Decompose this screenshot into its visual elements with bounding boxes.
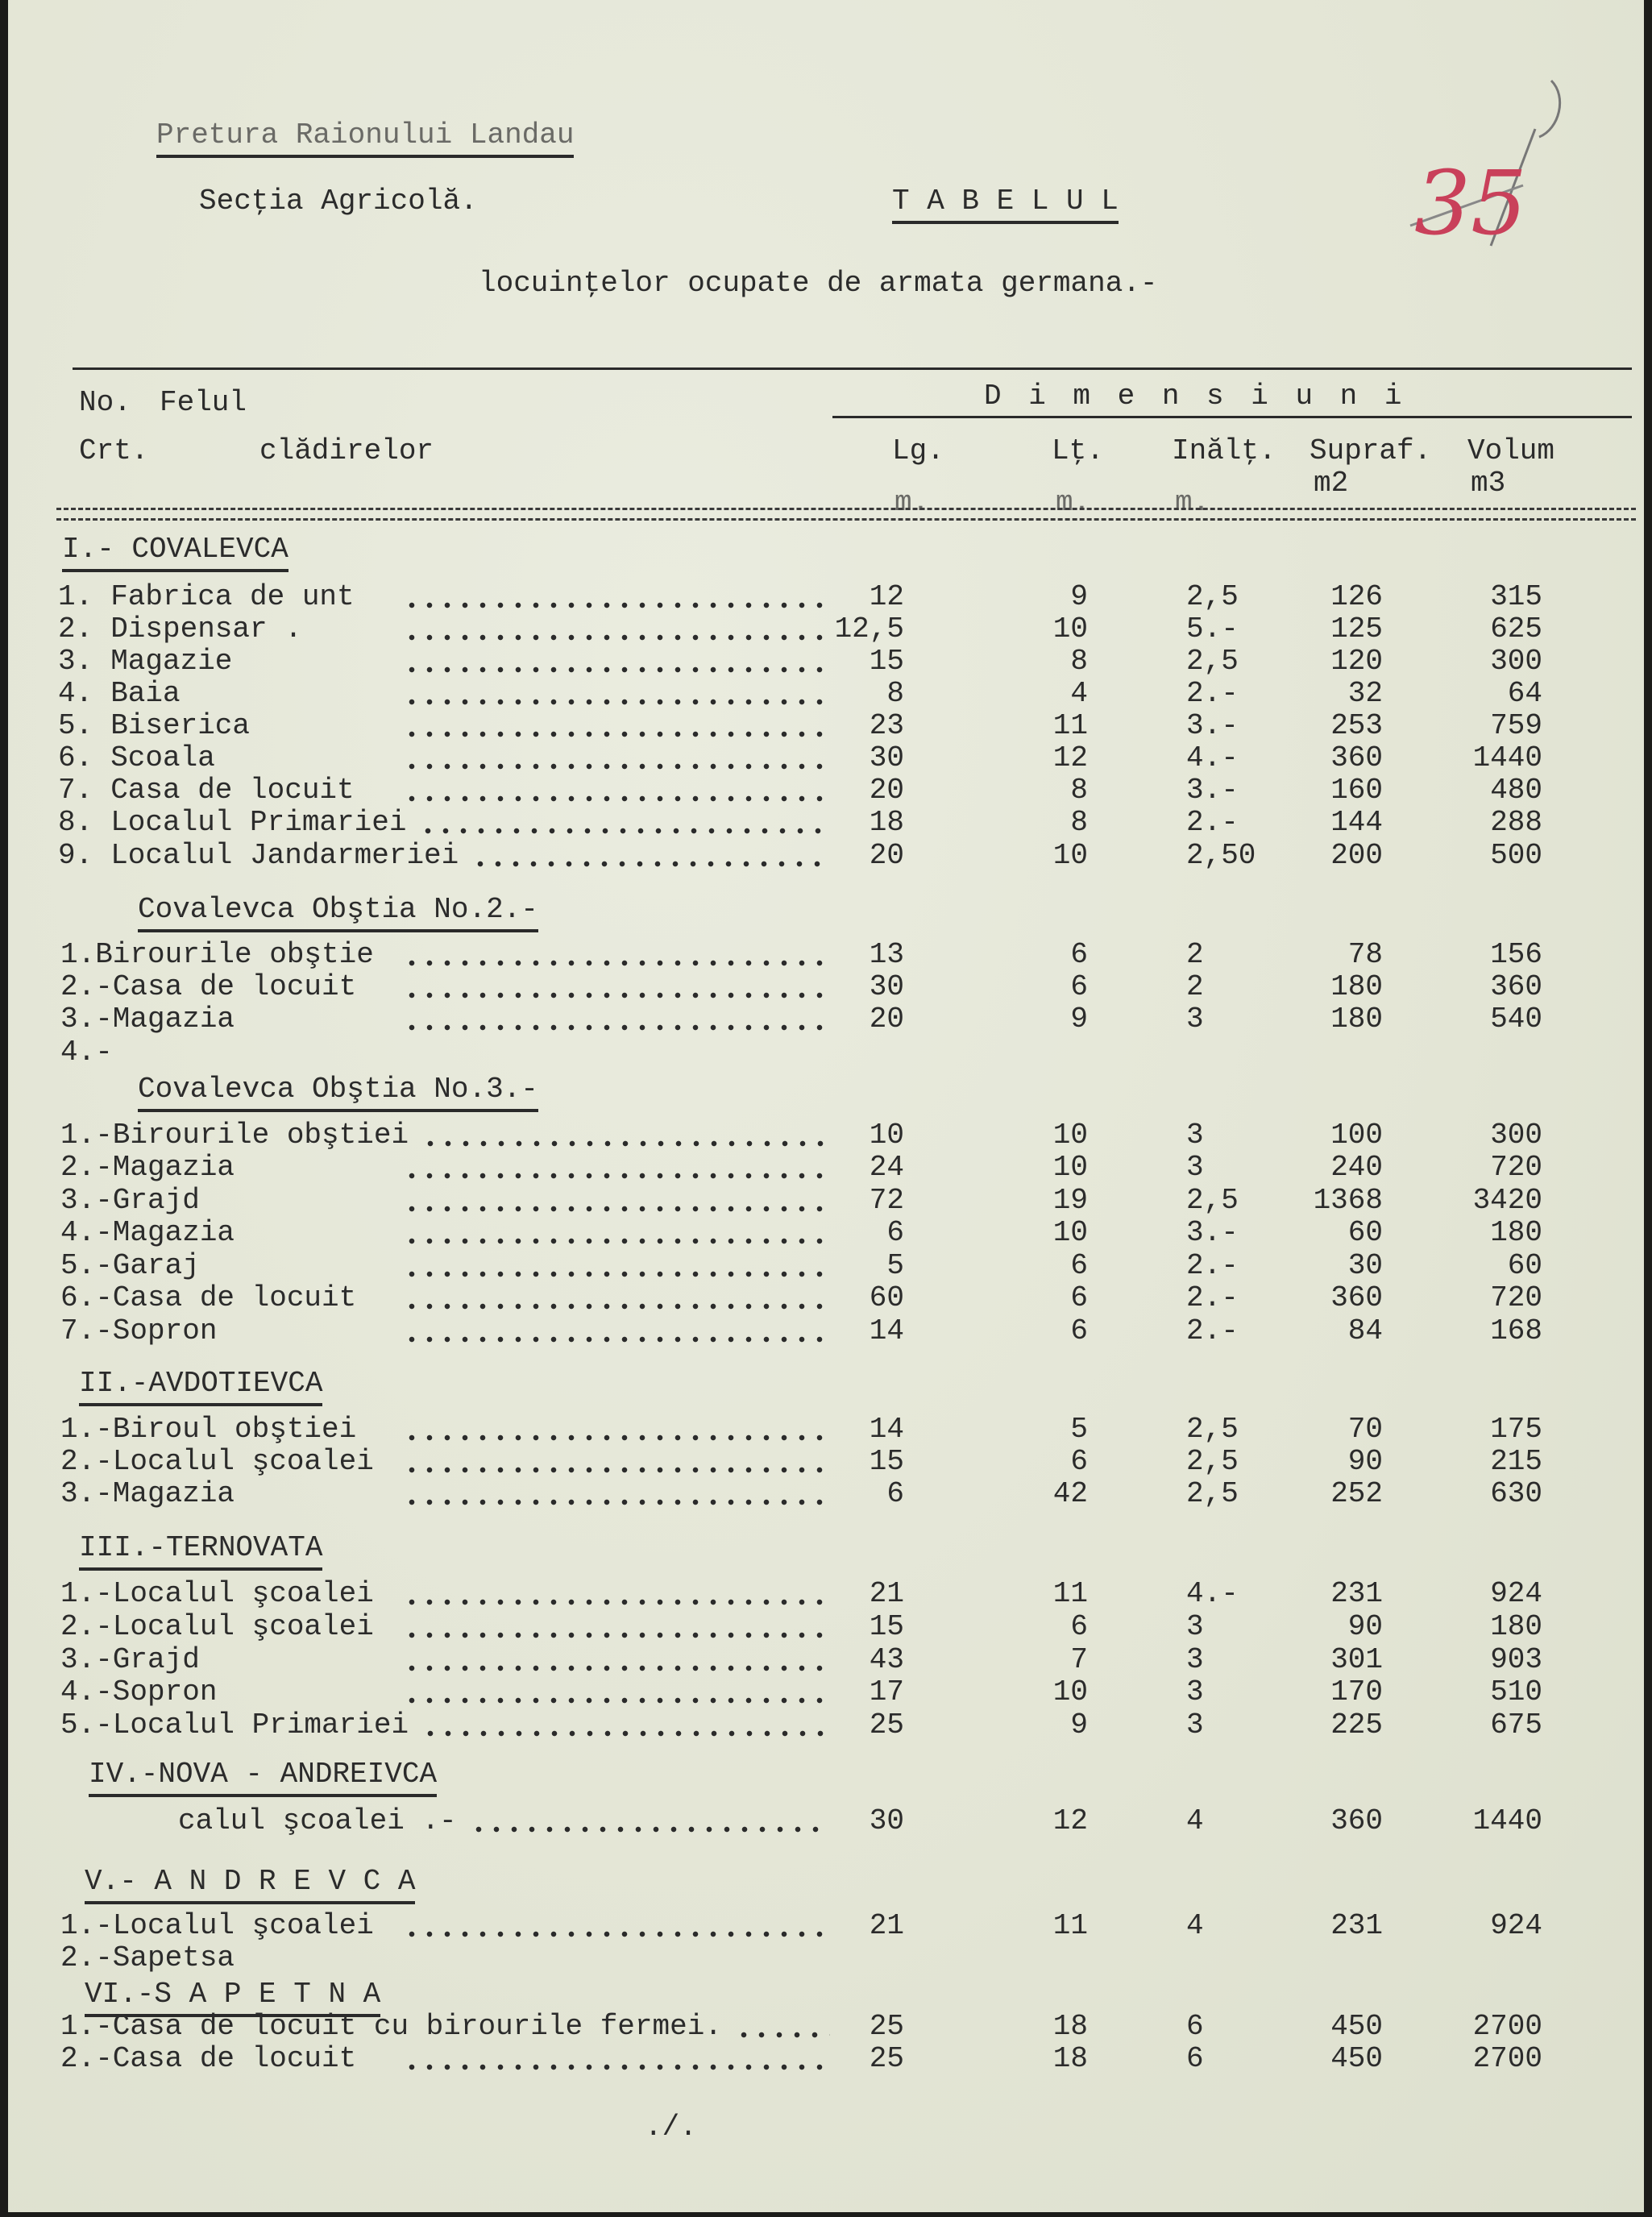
row-area: 360 — [1330, 1804, 1383, 1837]
row-number: 8. — [58, 806, 93, 839]
row-number: 2.- — [60, 1941, 113, 1974]
row-area: 30 — [1347, 1249, 1383, 1282]
row-area: 360 — [1330, 1281, 1383, 1314]
row-area: 60 — [1347, 1216, 1383, 1249]
row-width: 7 — [1070, 1643, 1088, 1676]
row-area: 450 — [1330, 2042, 1383, 2075]
row-volume: 625 — [1490, 612, 1542, 646]
row-number: 2.- — [60, 1151, 113, 1184]
dot-leader — [470, 1826, 830, 1833]
row-number: 2.- — [60, 2042, 113, 2075]
document-subtitle: locuinţelor ocupate de armata germana.- — [479, 267, 1158, 300]
row-area: 70 — [1347, 1413, 1383, 1446]
row-volume: 64 — [1507, 677, 1542, 710]
dot-leader — [403, 1173, 830, 1179]
row-height: 2,5 — [1186, 645, 1239, 678]
row-width: 12 — [1052, 741, 1088, 774]
row-number: 7.- — [60, 1314, 113, 1347]
row-length: 43 — [869, 1643, 904, 1676]
row-height: 4 — [1186, 1909, 1204, 1942]
dot-leader — [403, 602, 830, 608]
row-length: 15 — [869, 645, 904, 678]
row-length: 8 — [886, 677, 904, 710]
row-building-name: Magazia — [112, 1151, 235, 1184]
col-no-label: No. — [79, 386, 131, 419]
dot-leader — [403, 1024, 830, 1031]
row-width: 8 — [1070, 645, 1088, 678]
dot-leader — [403, 1499, 830, 1505]
row-width: 10 — [1052, 839, 1088, 872]
col-buildings-label: clădirelor — [259, 434, 434, 467]
row-height: 6 — [1186, 2042, 1204, 2075]
row-building-name: Biserica — [110, 709, 251, 742]
row-volume: 720 — [1490, 1151, 1542, 1184]
row-height: 2 — [1186, 938, 1204, 971]
row-volume: 3420 — [1472, 1184, 1542, 1217]
row-width: 10 — [1052, 1675, 1088, 1708]
row-length: 6 — [886, 1216, 904, 1249]
row-area: 231 — [1330, 1577, 1383, 1610]
row-number: 1.- — [60, 1577, 113, 1610]
row-width: 9 — [1070, 580, 1088, 613]
row-width: 18 — [1052, 2042, 1088, 2075]
row-length: 20 — [869, 1003, 904, 1036]
dot-leader — [403, 731, 830, 737]
section-title: Covalevca Obştia No.3.- — [138, 1075, 538, 1112]
dot-leader — [403, 1665, 830, 1671]
col-length-unit: m. — [894, 486, 930, 519]
row-area: 180 — [1330, 970, 1383, 1003]
row-number: 4.- — [60, 1675, 113, 1708]
row-height: 3 — [1186, 1675, 1204, 1708]
row-area: 301 — [1330, 1643, 1383, 1676]
row-number: 5.- — [60, 1249, 113, 1282]
row-area: 360 — [1330, 741, 1383, 774]
dot-leader — [403, 992, 830, 998]
row-number: 6. — [58, 741, 93, 774]
row-length: 17 — [869, 1675, 904, 1708]
row-volume: 168 — [1490, 1314, 1542, 1347]
row-number: 2.- — [60, 1445, 113, 1478]
row-building-name: Sopron — [112, 1675, 218, 1708]
col-width-unit: m. — [1056, 486, 1091, 519]
row-building-name: Localul şcoalei — [112, 1610, 374, 1643]
row-height: 2,5 — [1186, 1477, 1239, 1510]
row-building-name: Magazia — [112, 1003, 235, 1036]
row-volume: 540 — [1490, 1003, 1542, 1036]
row-length: 14 — [869, 1314, 904, 1347]
row-area: 90 — [1347, 1445, 1383, 1478]
dimensions-heading: D i m e n s i u n i — [984, 380, 1407, 413]
row-volume: 2700 — [1472, 2010, 1542, 2043]
row-building-name: Biroul obştiei — [112, 1413, 357, 1446]
row-number: 1.- — [60, 2010, 113, 2043]
row-building-name: Casa de locuit cu birourile fermei. — [112, 2010, 722, 2043]
row-area: 84 — [1347, 1314, 1383, 1347]
continuation-mark: ./. — [645, 2111, 697, 2144]
row-building-name: Fabrica de unt — [110, 580, 355, 613]
row-area: 120 — [1330, 645, 1383, 678]
row-height: 2.- — [1186, 1281, 1239, 1314]
row-area: 180 — [1330, 1003, 1383, 1036]
row-height: 3.- — [1186, 709, 1239, 742]
row-volume: 215 — [1490, 1445, 1542, 1478]
document-title: T A B E L U L — [892, 187, 1119, 224]
row-area: 200 — [1330, 839, 1383, 872]
row-length: 15 — [869, 1610, 904, 1643]
row-height: 2 — [1186, 970, 1204, 1003]
row-number: 4.- — [60, 1036, 113, 1069]
col-volume-unit: m3 — [1471, 467, 1506, 500]
row-length: 10 — [869, 1119, 904, 1152]
row-length: 60 — [869, 1281, 904, 1314]
dot-leader — [403, 1931, 830, 1937]
row-number: 3.- — [60, 1003, 113, 1036]
row-number: 3.- — [60, 1477, 113, 1510]
row-width: 5 — [1070, 1413, 1088, 1446]
row-length: 30 — [869, 741, 904, 774]
row-volume: 300 — [1490, 645, 1542, 678]
row-width: 11 — [1052, 1909, 1088, 1942]
row-volume: 288 — [1490, 806, 1542, 839]
row-area: 450 — [1330, 2010, 1383, 2043]
row-area: 252 — [1330, 1477, 1383, 1510]
row-number: 2.- — [60, 970, 113, 1003]
row-number: 3.- — [60, 1643, 113, 1676]
row-number: 1. — [58, 580, 93, 613]
row-volume: 2700 — [1472, 2042, 1542, 2075]
document-page — [8, 0, 1644, 2212]
row-length: 30 — [869, 970, 904, 1003]
row-length: 23 — [869, 709, 904, 742]
row-building-name: Grajd — [112, 1643, 200, 1676]
row-length: 13 — [869, 938, 904, 971]
row-number: 1.- — [60, 1119, 113, 1152]
dot-leader — [419, 828, 830, 834]
dot-leader — [403, 666, 830, 673]
row-width: 10 — [1052, 612, 1088, 646]
row-width: 10 — [1052, 1151, 1088, 1184]
row-building-name: Sapetsa — [112, 1941, 235, 1974]
col-width-label: Lţ. — [1052, 434, 1104, 467]
row-length: 12,5 — [834, 612, 904, 646]
dot-leader — [403, 1238, 830, 1244]
row-area: 240 — [1330, 1151, 1383, 1184]
row-length: 25 — [869, 2042, 904, 2075]
row-height: 3 — [1186, 1151, 1204, 1184]
row-volume: 180 — [1490, 1610, 1542, 1643]
col-felul-label: Felul — [160, 386, 247, 419]
row-building-name: calul şcoalei .- — [178, 1804, 457, 1837]
row-height: 2.- — [1186, 806, 1239, 839]
row-number: 3.- — [60, 1184, 113, 1217]
row-height: 5.- — [1186, 612, 1239, 646]
handwritten-page-number-mark — [1394, 73, 1571, 266]
row-building-name: Casa de locuit — [112, 970, 357, 1003]
row-area: 253 — [1330, 709, 1383, 742]
row-height: 3 — [1186, 1003, 1204, 1036]
row-length: 18 — [869, 806, 904, 839]
dot-leader — [403, 1434, 830, 1441]
row-area: 125 — [1330, 612, 1383, 646]
row-area: 170 — [1330, 1675, 1383, 1708]
office-name: Pretura Raionului Landau — [156, 121, 574, 158]
row-length: 30 — [869, 1804, 904, 1837]
row-length: 24 — [869, 1151, 904, 1184]
row-width: 12 — [1052, 1804, 1088, 1837]
row-number: 2.- — [60, 1610, 113, 1643]
row-height: 2.- — [1186, 1249, 1239, 1282]
row-width: 42 — [1052, 1477, 1088, 1510]
row-width: 10 — [1052, 1119, 1088, 1152]
row-area: 160 — [1330, 774, 1383, 807]
row-height: 2,50 — [1186, 839, 1256, 872]
row-number: 5. — [58, 709, 93, 742]
row-building-name: Magazia — [112, 1477, 235, 1510]
row-number: 9. — [58, 839, 93, 872]
row-volume: 510 — [1490, 1675, 1542, 1708]
dot-leader — [421, 1730, 830, 1737]
row-number: 2. — [58, 612, 93, 646]
row-number: 7. — [58, 774, 93, 807]
row-building-name: Magazie — [110, 645, 233, 678]
dot-leader — [403, 763, 830, 770]
row-height: 4.- — [1186, 741, 1239, 774]
row-height: 2,5 — [1186, 580, 1239, 613]
dot-leader — [403, 1467, 830, 1473]
row-volume: 60 — [1507, 1249, 1542, 1282]
row-number: 1.- — [60, 1909, 113, 1942]
row-height: 3 — [1186, 1708, 1204, 1742]
row-volume: 156 — [1490, 938, 1542, 971]
dot-leader — [403, 1632, 830, 1638]
row-length: 72 — [869, 1184, 904, 1217]
section-title: III.-TERNOVATA — [79, 1534, 322, 1571]
row-area: 225 — [1330, 1708, 1383, 1742]
row-length: 25 — [869, 2010, 904, 2043]
row-number: 6.- — [60, 1281, 113, 1314]
col-area-unit: m2 — [1314, 467, 1349, 500]
section-title: II.-AVDOTIEVCA — [79, 1369, 322, 1406]
row-width: 19 — [1052, 1184, 1088, 1217]
row-volume: 903 — [1490, 1643, 1542, 1676]
col-length-label: Lg. — [892, 434, 944, 467]
row-number: 4.- — [60, 1216, 113, 1249]
row-volume: 315 — [1490, 580, 1542, 613]
dot-leader — [735, 2032, 830, 2038]
section-title: I.- COVALEVCA — [62, 535, 288, 572]
dot-leader — [403, 1303, 830, 1310]
row-width: 6 — [1070, 1281, 1088, 1314]
section-title: Covalevca Obştia No.2.- — [138, 895, 538, 932]
row-height: 2,5 — [1186, 1445, 1239, 1478]
row-height: 3.- — [1186, 774, 1239, 807]
row-volume: 924 — [1490, 1577, 1542, 1610]
row-building-name: Localul Primariei — [112, 1708, 409, 1742]
row-width: 11 — [1052, 709, 1088, 742]
row-length: 5 — [886, 1249, 904, 1282]
row-length: 14 — [869, 1413, 904, 1446]
dot-leader — [403, 634, 830, 641]
row-building-name: Localul şcoalei — [112, 1445, 374, 1478]
row-height: 3 — [1186, 1643, 1204, 1676]
row-number: 1.- — [60, 1413, 113, 1446]
section-title: VI.-S A P E T N A — [85, 1980, 380, 2017]
row-height: 3 — [1186, 1119, 1204, 1152]
col-height-unit: m. — [1175, 486, 1210, 519]
department-name: Secţia Agricolă. — [199, 185, 478, 218]
row-volume: 720 — [1490, 1281, 1542, 1314]
dot-leader — [403, 699, 830, 705]
section-title: V.- A N D R E V C A — [85, 1867, 415, 1904]
row-volume: 924 — [1490, 1909, 1542, 1942]
row-height: 2.- — [1186, 677, 1239, 710]
row-length: 20 — [869, 839, 904, 872]
dot-leader — [403, 2064, 830, 2070]
row-building-name: Localul şcoalei — [112, 1577, 374, 1610]
row-volume: 759 — [1490, 709, 1542, 742]
row-length: 25 — [869, 1708, 904, 1742]
svg-text:35: 35 — [1414, 152, 1527, 255]
row-building-name: Birourile obştie — [95, 938, 374, 971]
row-building-name: Garaj — [112, 1249, 200, 1282]
row-area: 1368 — [1313, 1184, 1383, 1217]
row-building-name: Localul Primariei — [110, 806, 407, 839]
row-building-name: Casa de locuit — [112, 1281, 357, 1314]
header-top-rule — [73, 367, 1632, 370]
col-volume-label: Volum — [1467, 434, 1555, 467]
row-volume: 630 — [1490, 1477, 1542, 1510]
row-number: 1. — [60, 938, 96, 971]
row-area: 90 — [1347, 1610, 1383, 1643]
row-building-name: Localul şcoalei — [112, 1909, 374, 1942]
row-width: 6 — [1070, 1610, 1088, 1643]
row-building-name: Localul Jandarmeriei — [110, 839, 459, 872]
row-width: 18 — [1052, 2010, 1088, 2043]
row-height: 3.- — [1186, 1216, 1239, 1249]
dot-leader — [403, 1697, 830, 1704]
dot-leader — [471, 861, 830, 867]
row-building-name: Casa de locuit — [110, 774, 355, 807]
row-volume: 500 — [1490, 839, 1542, 872]
row-length: 15 — [869, 1445, 904, 1478]
row-width: 6 — [1070, 970, 1088, 1003]
row-building-name: Birourile obştiei — [112, 1119, 409, 1152]
row-length: 21 — [869, 1909, 904, 1942]
row-volume: 1440 — [1472, 1804, 1542, 1837]
row-number: 3. — [58, 645, 93, 678]
dot-leader — [421, 1140, 830, 1147]
row-area: 126 — [1330, 580, 1383, 613]
dot-leader — [403, 1271, 830, 1277]
row-volume: 300 — [1490, 1119, 1542, 1152]
row-height: 4 — [1186, 1804, 1204, 1837]
row-building-name: Dispensar . — [110, 612, 302, 646]
row-height: 2,5 — [1186, 1184, 1239, 1217]
dimensions-rule — [832, 416, 1632, 418]
row-building-name: Sopron — [112, 1314, 218, 1347]
row-building-name: Scoala — [110, 741, 215, 774]
row-height: 6 — [1186, 2010, 1204, 2043]
col-crt-label: Crt. — [79, 434, 149, 467]
row-volume: 675 — [1490, 1708, 1542, 1742]
row-width: 6 — [1070, 1445, 1088, 1478]
row-building-name: Casa de locuit — [112, 2042, 357, 2075]
row-width: 8 — [1070, 774, 1088, 807]
row-building-name: Grajd — [112, 1184, 200, 1217]
row-volume: 1440 — [1472, 741, 1542, 774]
row-area: 100 — [1330, 1119, 1383, 1152]
dot-leader — [403, 1206, 830, 1212]
row-area: 144 — [1330, 806, 1383, 839]
row-volume: 360 — [1490, 970, 1542, 1003]
row-width: 4 — [1070, 677, 1088, 710]
row-area: 32 — [1347, 677, 1383, 710]
col-area-label: Supraf. — [1310, 434, 1432, 467]
row-building-name: Magazia — [112, 1216, 235, 1249]
row-height: 2,5 — [1186, 1413, 1239, 1446]
dot-leader — [403, 795, 830, 802]
row-width: 6 — [1070, 1249, 1088, 1282]
row-building-name: Baia — [110, 677, 181, 710]
row-length: 12 — [869, 580, 904, 613]
row-width: 6 — [1070, 1314, 1088, 1347]
row-volume: 480 — [1490, 774, 1542, 807]
row-width: 8 — [1070, 806, 1088, 839]
row-number: 4. — [58, 677, 93, 710]
row-width: 11 — [1052, 1577, 1088, 1610]
row-volume: 180 — [1490, 1216, 1542, 1249]
section-title: IV.-NOVA - ANDREIVCA — [89, 1760, 437, 1797]
row-width: 9 — [1070, 1003, 1088, 1036]
row-length: 21 — [869, 1577, 904, 1610]
row-width: 9 — [1070, 1708, 1088, 1742]
row-length: 20 — [869, 774, 904, 807]
row-height: 3 — [1186, 1610, 1204, 1643]
row-area: 78 — [1347, 938, 1383, 971]
row-width: 10 — [1052, 1216, 1088, 1249]
row-length: 6 — [886, 1477, 904, 1510]
row-height: 2.- — [1186, 1314, 1239, 1347]
col-height-label: Inălţ. — [1172, 434, 1276, 467]
row-number: 5.- — [60, 1708, 113, 1742]
dot-leader — [403, 1599, 830, 1605]
row-width: 6 — [1070, 938, 1088, 971]
row-height: 4.- — [1186, 1577, 1239, 1610]
dot-leader — [403, 960, 830, 966]
row-volume: 175 — [1490, 1413, 1542, 1446]
header-double-rule — [56, 508, 1636, 521]
dot-leader — [403, 1336, 830, 1343]
row-area: 231 — [1330, 1909, 1383, 1942]
